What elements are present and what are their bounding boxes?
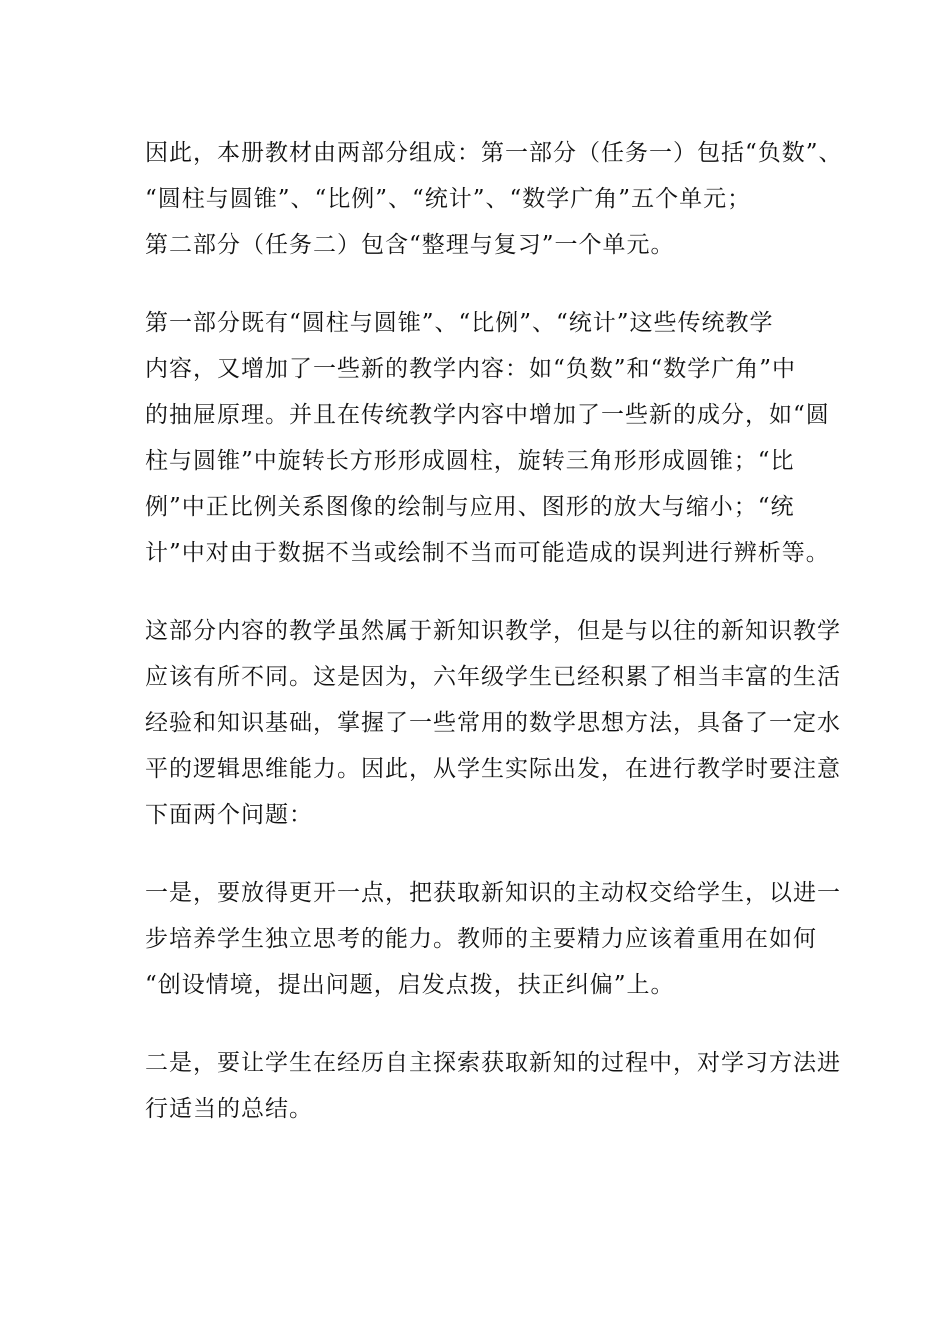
paragraph-line: “创设情境，提出问题，启发点拨，扶正纠偏”上。 [145,972,675,998]
paragraph-3 [145,608,841,838]
paragraph-4 [145,870,841,1008]
paragraph-line: 二是，要让学生在经历自主探索获取新知的过程中，对学习方法进 [145,1050,841,1076]
paragraph-line: “圆柱与圆锥”、“比例”、“统计”、“数学广角”五个单元； [145,186,752,212]
paragraph-line: 因此，本册教材由两部分组成：第一部分（任务一）包括“负数”、 [145,140,843,166]
paragraph-line: 一是，要放得更开一点，把获取新知识的主动权交给学生，以进一 [145,880,841,906]
paragraph-line: 这部分内容的教学虽然属于新知识教学，但是与以往的新知识教学 [145,618,841,644]
document-body [145,130,843,1164]
paragraph-5 [145,1040,841,1132]
paragraph-line: 内容，又增加了一些新的教学内容：如“负数”和“数学广角”中 [145,356,797,382]
paragraph-line: 例”中正比例关系图像的绘制与应用、图形的放大与缩小；“统 [145,494,795,520]
paragraph-line: 下面两个问题： [145,802,313,828]
paragraph-line: 经验和知识基础，掌握了一些常用的数学思想方法，具备了一定水 [145,710,841,736]
paragraph-line: 的抽屉原理。并且在传统教学内容中增加了一些新的成分，如“圆 [145,402,830,428]
paragraph-line: 步培养学生独立思考的能力。教师的主要精力应该着重用在如何 [145,926,817,952]
paragraph-line: 平的逻辑思维能力。因此，从学生实际出发，在进行教学时要注意 [145,756,841,782]
paragraph-line: 第一部分既有“圆柱与圆锥”、“比例”、“统计”这些传统教学 [145,310,774,336]
paragraph-line: 柱与圆锥”中旋转长方形形成圆柱，旋转三角形形成圆锥；“比 [145,448,795,474]
paragraph-line: 行适当的总结。 [145,1096,313,1122]
paragraph-1 [145,130,843,268]
paragraph-line: 第二部分（任务二）包含“整理与复习”一个单元。 [145,232,675,258]
paragraph-line: 计”中对由于数据不当或绘制不当而可能造成的误判进行辨析等。 [145,540,830,566]
paragraph-2 [145,300,830,576]
paragraph-line: 应该有所不同。这是因为，六年级学生已经积累了相当丰富的生活 [145,664,841,690]
